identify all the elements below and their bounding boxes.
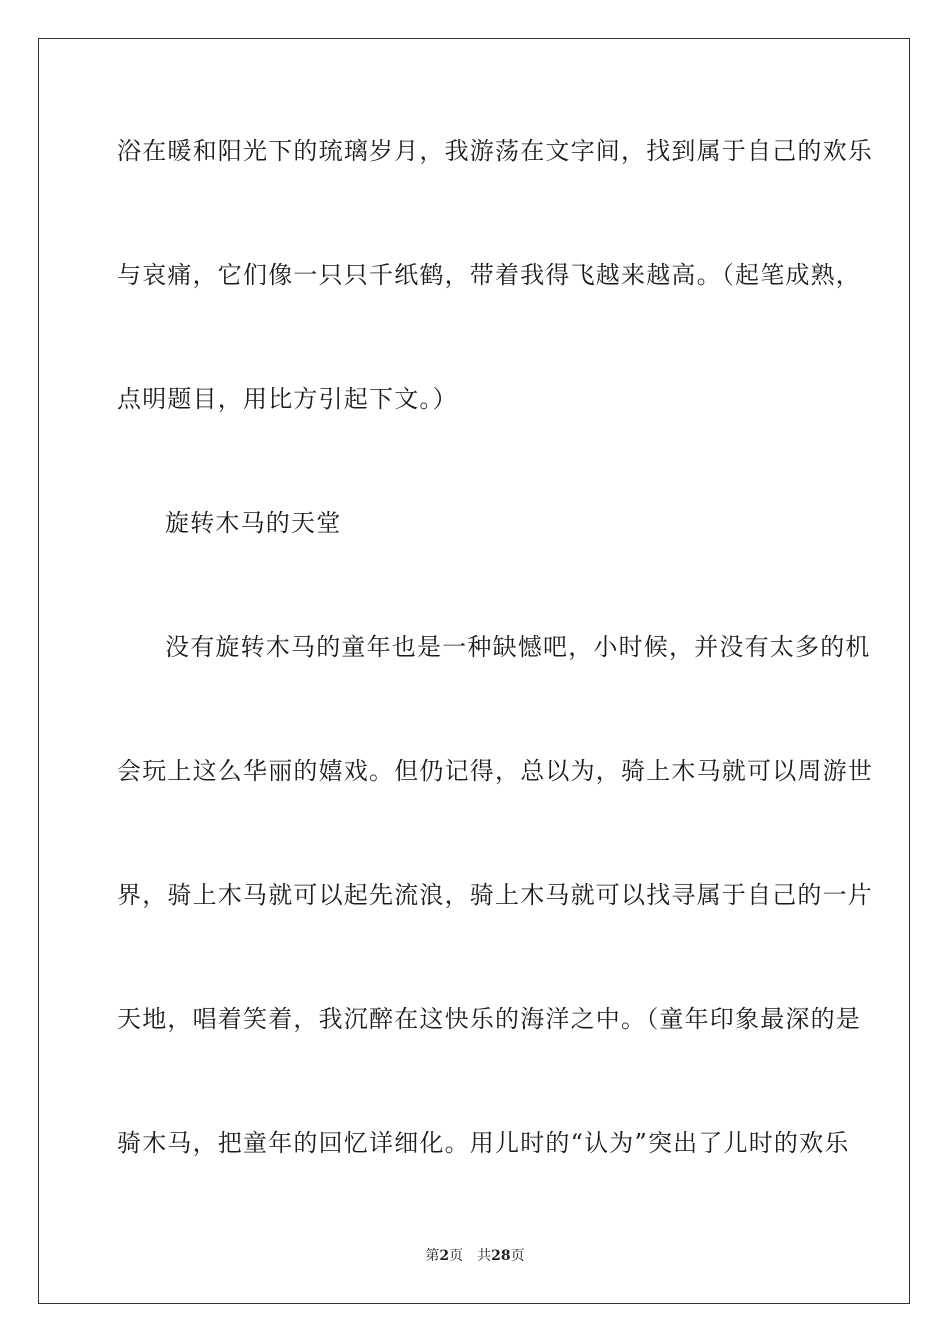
total-pages: 28 bbox=[491, 1248, 511, 1264]
paragraph-first-line: 没有旋转木马的童年也是一种缺憾吧，小时候，并没有太多的机 bbox=[165, 633, 871, 661]
body-text-line: 会玩上这么华丽的嬉戏。但仍记得，总以为，骑上木马就可以周游世 bbox=[117, 757, 873, 785]
body-text-line: 点明题目，用比方引起下文。） bbox=[117, 385, 458, 413]
page-border bbox=[38, 38, 910, 1304]
page-prefix: 第 bbox=[425, 1248, 440, 1264]
total-prefix: 共 bbox=[477, 1248, 492, 1264]
body-text-line: 天地，唱着笑着，我沉醉在这快乐的海洋之中。（童年印象最深的是 bbox=[117, 1005, 861, 1033]
body-text-line: 浴在暖和阳光下的琉璃岁月，我游荡在文字间，找到属于自己的欢乐 bbox=[117, 137, 873, 165]
page-footer bbox=[0, 1247, 950, 1265]
page-suffix: 页 bbox=[449, 1248, 464, 1264]
page-number: 2 bbox=[439, 1248, 450, 1264]
section-heading: 旋转木马的天堂 bbox=[165, 509, 342, 537]
total-suffix: 页 bbox=[510, 1248, 525, 1264]
body-text-line: 骑木马，把童年的回忆详细化。用儿时的“认为”突出了儿时的欢乐 bbox=[117, 1129, 850, 1157]
body-text-line: 与哀痛，它们像一只只千纸鹤，带着我得飞越来越高。（起笔成熟， bbox=[117, 261, 861, 289]
body-text-line: 界，骑上木马就可以起先流浪，骑上木马就可以找寻属于自己的一片 bbox=[117, 881, 873, 909]
